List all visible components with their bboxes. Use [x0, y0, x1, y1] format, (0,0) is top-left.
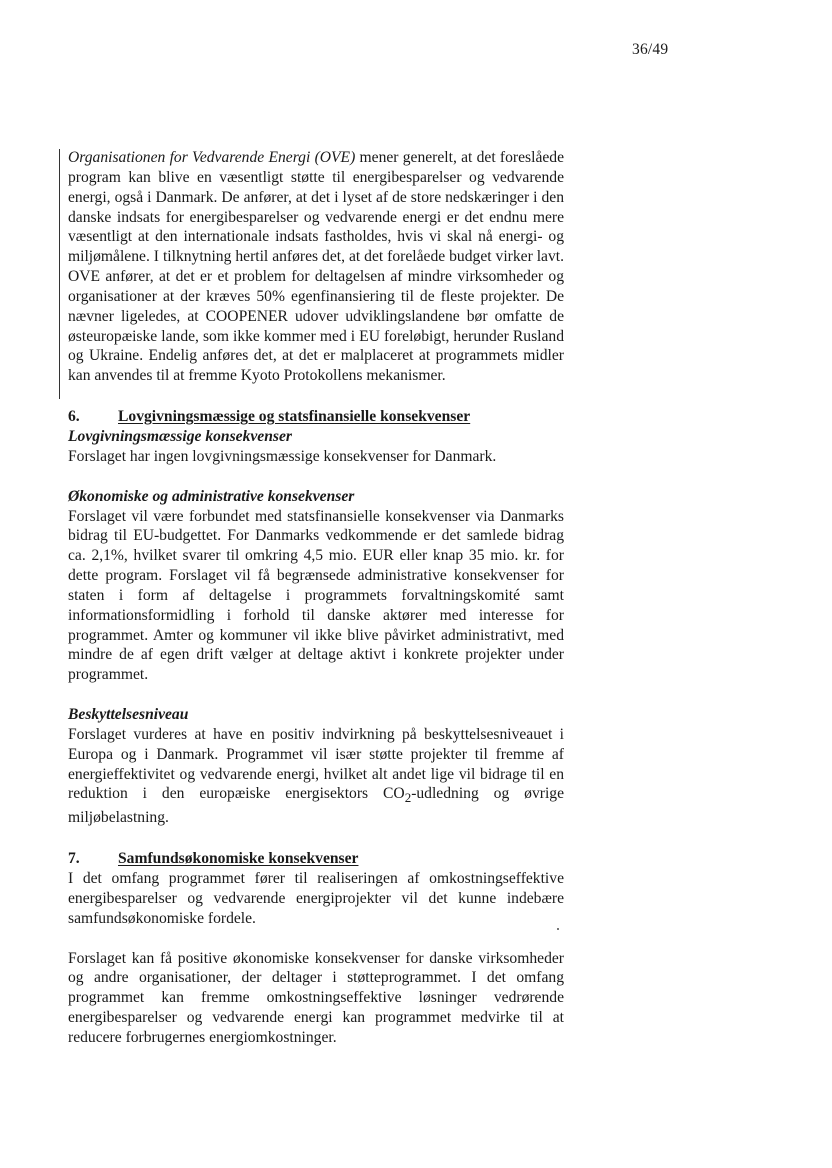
section-7-heading	[68, 849, 564, 869]
ove-paragraph-text: mener generelt, at det foreslåede program kan blive en væsentligt støtte til energibesparelser og vedvarende energi, også i Danmark. De anfører, at det i lyset af de store nedskæringer i den danske indsats for energibesparelser og vedvarende energi er det endnu mere væsentligt at den internationale indsats fastholdes, hvis vi skal nå energi- og miljømålene. I tilknytning hertil anføres det, at det forelåede budget virker lavt. OVE anfører, at det er et problem for deltagelsen af mindre virksomheder og organisationer at der kræves 50% egenfinansiering til de fleste projekter. De nævner ligeledes, at COOPENER udover udviklingslandene bør omfatte de østeuropæiske lande, som ikke kommer med i EU foreløbigt, herunder Rusland og Ukraine. Endelig anføres det, at det er malplaceret at programmets midler kan anvendes til at fremme Kyoto Protokollens mekanismer.	[68, 149, 564, 385]
co2-subscript: 2	[404, 790, 412, 806]
organisation-name: Organisationen for Vedvarende Energi (OVE)	[68, 149, 356, 166]
protection-text-a: Forslaget vurderes at have en positiv indvirkning på beskyttelsesniveauet i Europa og i Danmark. Programmet vil især støtte projekter til fremme af energieffektivitet og vedvarende energi, hvilket alt andet lige vil bidrage til en reduktion i den europæiske energisektors CO	[68, 725, 564, 803]
section-6-heading	[68, 407, 564, 427]
section-7-number: 7.	[68, 850, 80, 868]
subheading-protection-level: Beskyttelsesniveau	[68, 706, 189, 724]
legislative-paragraph: Forslaget har ingen lovgivningsmæssige konsekvenser for Danmark.	[68, 447, 497, 465]
protection-paragraph	[68, 725, 564, 828]
socioeconomic-paragraph-1: I det omfang programmet fører til realiseringen af omkostningseffektive energibesparelser og vedvarende energiprojekter vil det kunne indebære samfundsøkonomiske fordele.	[68, 870, 564, 927]
protection-text-b: -udledning og øvrige miljøbelastning.	[68, 785, 564, 827]
ove-paragraph	[68, 148, 564, 386]
section-6-title: Lovgivningsmæssige og statsfinansielle konsekvenser	[118, 408, 471, 426]
section-7-title: Samfundsøkonomiske konsekvenser	[118, 850, 359, 868]
socioeconomic-paragraph-2: Forslaget kan få positive økonomiske konsekvenser for danske virksomheder og andre organisationer, der deltager i støtteprogrammet. I det omfang programmet kan fremme omkostningseffektive løsninger vedrørende energibesparelser og vedvarende energi kan programmet medvirke til at reducere forbrugernes energiomkostninger.	[68, 949, 564, 1047]
document-body	[68, 148, 564, 1048]
economic-paragraph: Forslaget vil være forbundet med statsfinansielle konsekvenser via Danmarks bidrag til EU-budgettet. For Danmarks vedkommende er det samlede bidrag ca. 2,1%, hvilket svarer til omkring 4,5 mio. EUR eller knap 35 mio. kr. for dette program. Forslaget vil få begrænsede administrative konsekvenser for staten i form af deltagelse i programmets forvaltningskomité samt informationsformidling i forhold til danske aktører med interesse for programmet. Amter og kommuner vil ikke blive påvirket administrativt, med mindre de af egen drift vælger at deltage aktivt i konkrete projekter under programmet.	[68, 507, 564, 684]
subheading-economic-administrative: Økonomiske og administrative konsekvenser	[68, 487, 355, 505]
subheading-legislative: Lovgivningsmæssige konsekvenser	[68, 427, 292, 445]
page-number: 36/49	[632, 41, 669, 58]
scan-speck	[557, 928, 559, 930]
section-6-number: 6.	[68, 408, 80, 426]
change-bar	[59, 149, 60, 399]
